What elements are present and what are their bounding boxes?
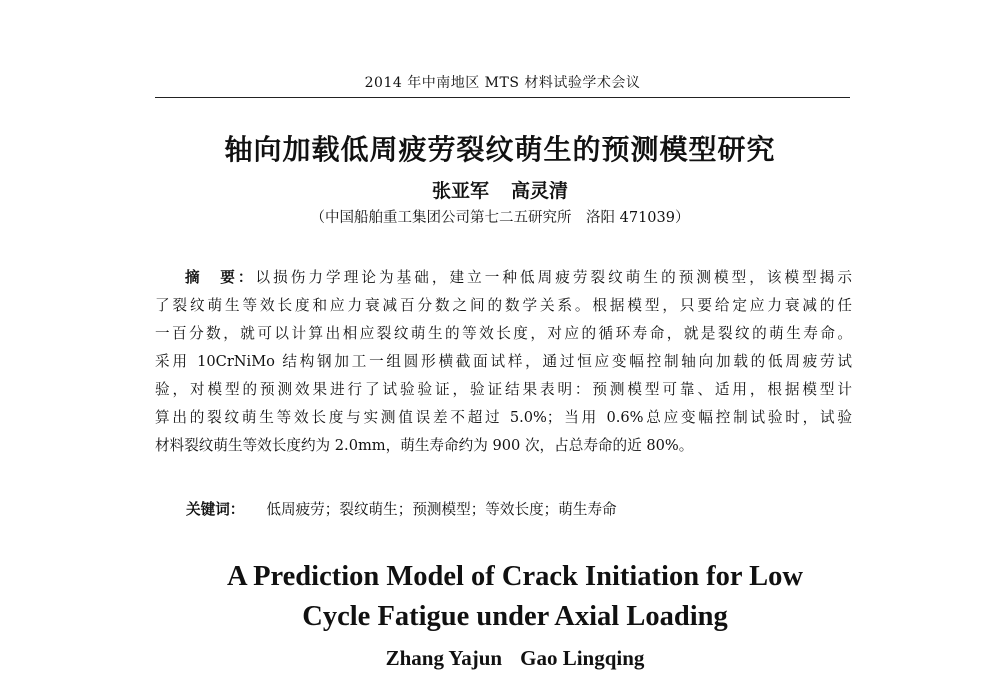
affiliation-cn: （中国船舶重工集团公司第七二五研究所 洛阳 471039）: [310, 210, 690, 226]
abstract-line: 验，对模型的预测效果进行了试验验证，验证结果表明：预测模型可靠、适用，根据模型计: [155, 381, 852, 398]
author-en-1: Zhang Yajun: [385, 646, 503, 670]
abstract-line: 算出的裂纹萌生等效长度与实测值误差不超过 5.0%；当用 0.6%总应变幅控制试验时，试验: [155, 409, 852, 426]
abstract-line: 一百分数，就可以计算出相应裂纹萌生的等效长度，对应的循环寿命，就是裂纹的萌生寿命。: [155, 325, 852, 342]
author-cn-1: 张亚军: [431, 180, 489, 202]
title-en-line-2: Cycle Fatigue under Axial Loading: [302, 601, 728, 632]
abstract-line: [155, 264, 852, 292]
abstract-line-text: 以损伤力学理论为基础，建立一种低周疲劳裂纹萌生的预测模型，该模型揭示: [255, 269, 852, 286]
abstract-line: 材料裂纹萌生等效长度约为 2.0mm，萌生寿命约为 900 次，占总寿命的近 80%。: [155, 437, 694, 454]
conference-header: 2014 年中南地区 MTS 材料试验学术会议: [364, 75, 641, 91]
title-en-line-1: A Prediction Model of Crack Initiation for Low: [226, 561, 804, 592]
abstract-line: 采用 10CrNiMo 结构钢加工一组圆形横截面试样，通过恒应变幅控制轴向加载的低周疲劳试: [155, 353, 852, 370]
authors-en: [150, 646, 880, 671]
header-rule: [155, 97, 850, 98]
paper-title-en: [150, 557, 880, 637]
keywords-cn: [186, 498, 617, 519]
authors-cn: [150, 176, 850, 203]
abstract-cn: [155, 264, 852, 460]
author-en-2: Gao Lingqing: [520, 646, 645, 670]
abstract-label: 摘 要：: [185, 269, 256, 286]
author-cn-2: 高灵清: [511, 180, 569, 202]
keywords-text: 低周疲劳；裂纹萌生；预测模型；等效长度；萌生寿命: [266, 501, 617, 518]
keywords-label: 关键词：: [186, 501, 245, 518]
abstract-line: 了裂纹萌生等效长度和应力衰减百分数之间的数学关系。根据模型，只要给定应力衰减的任: [155, 297, 852, 314]
paper-title-cn: 轴向加载低周疲劳裂纹萌生的预测模型研究: [224, 133, 776, 166]
